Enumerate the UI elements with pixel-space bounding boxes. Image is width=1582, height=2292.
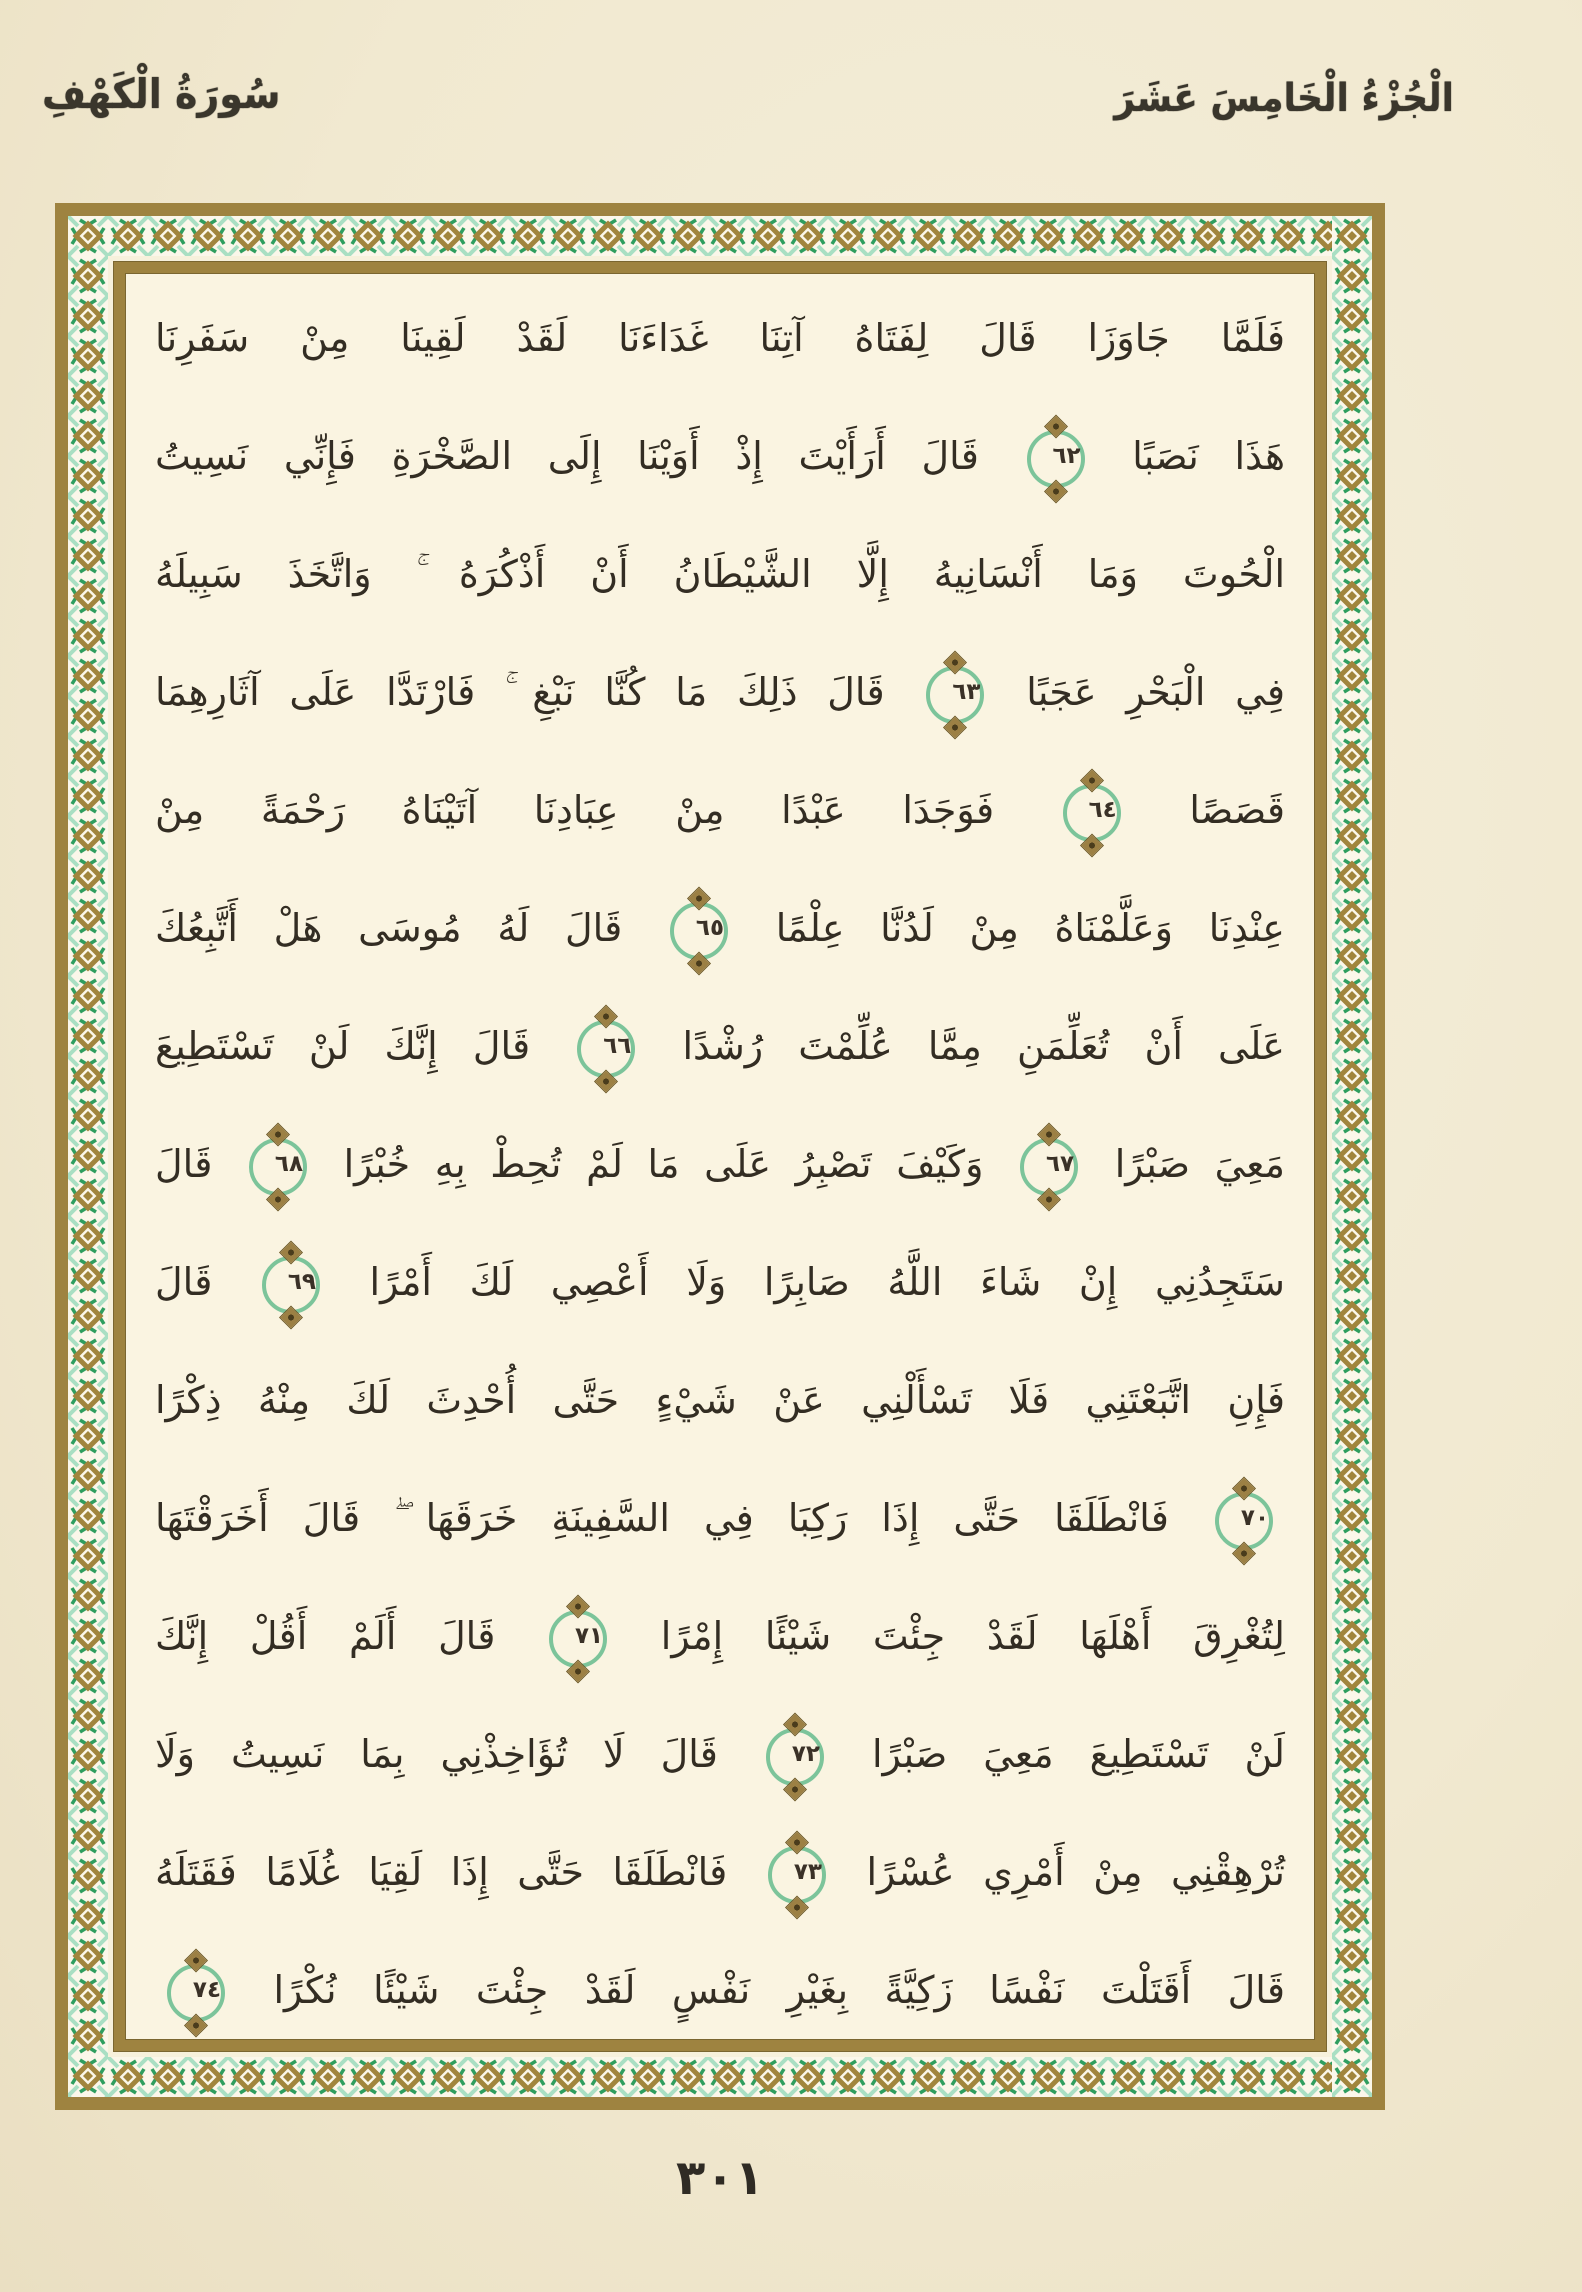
ayah-text: تُرْهِقْنِي مِنْ أَمْرِي عُسْرًا (866, 1850, 1285, 1894)
quran-text (155, 279, 1285, 2034)
quran-line (155, 1695, 1285, 1813)
ayah-text: فَوَجَدَا عَبْدًا مِنْ عِبَادِنَا آتَيْنَاهُ رَحْمَةً مِنْ (155, 788, 995, 832)
ayah-marker (1020, 1138, 1078, 1196)
ayah-text: قَالَ ذَلِكَ مَا كُنَّا نَبْغِ ۚ فَارْتَدَّا عَلَى آثَارِهِمَا (155, 670, 885, 714)
page-number: ٣٠١ (676, 2150, 764, 2206)
ayah-marker (577, 1020, 635, 1078)
ayah-marker (768, 1846, 826, 1904)
border-pattern-top (68, 216, 1372, 256)
ayah-number: ٦٥ (695, 914, 724, 941)
ayah-text: قَالَ أَقَتَلْتَ نَفْسًا زَكِيَّةً بِغَيْرِ نَفْسٍ لَقَدْ جِئْتَ شَيْئًا نُكْرًا (273, 1968, 1285, 2012)
ayah-marker (249, 1138, 307, 1196)
ayah-marker (262, 1256, 320, 1314)
ayah-number: ٧١ (575, 1622, 604, 1649)
ayah-marker (1063, 784, 1121, 842)
border-pattern-bottom (68, 2057, 1372, 2097)
ayah-marker (670, 902, 728, 960)
quran-line (155, 1813, 1285, 1931)
quran-line (155, 1105, 1285, 1223)
ayah-text: سَتَجِدُنِي إِنْ شَاءَ اللَّهُ صَابِرًا وَلَا أَعْصِي لَكَ أَمْرًا (369, 1260, 1285, 1304)
ayah-text: قَالَ أَرَأَيْتَ إِذْ أَوَيْنَا إِلَى الصَّخْرَةِ فَإِنِّي نَسِيتُ (155, 434, 979, 478)
ayah-text: قَالَ (155, 1142, 213, 1186)
ayah-text: هَذَا نَصَبًا (1132, 434, 1285, 478)
ayah-number: ٦٩ (287, 1268, 316, 1295)
ayah-text: الْحُوتَ وَمَا أَنْسَانِيهُ إِلَّا الشَّيْطَانُ أَنْ أَذْكُرَهُ ۚ وَاتَّخَذَ سَبِيلَهُ (155, 552, 1285, 596)
surah-title: سُورَةُ الْكَهْفِ (42, 70, 281, 118)
ayah-number: ٦٦ (603, 1032, 632, 1059)
quran-line (155, 633, 1285, 751)
quran-line (155, 1931, 1285, 2049)
ayah-number: ٦٨ (274, 1150, 303, 1177)
ayah-marker (766, 1728, 824, 1786)
border-pattern-left (68, 216, 108, 2097)
ayah-text: مَعِيَ صَبْرًا (1114, 1142, 1285, 1186)
quran-line (155, 751, 1285, 869)
ayah-marker (926, 666, 984, 724)
ayah-marker (1027, 430, 1085, 488)
ayah-number: ٦٢ (1052, 442, 1081, 469)
ayah-text: لَنْ تَسْتَطِيعَ مَعِيَ صَبْرًا (871, 1732, 1285, 1776)
ayah-text: قَصَصًا (1189, 788, 1285, 832)
ayah-text: فِي الْبَحْرِ عَجَبًا (1026, 670, 1285, 714)
ayah-text: وَكَيْفَ تَصْبِرُ عَلَى مَا لَمْ تُحِطْ بِهِ خُبْرًا (343, 1142, 984, 1186)
quran-line (155, 1341, 1285, 1459)
border-pattern-right (1332, 216, 1372, 2097)
ayah-text: قَالَ أَلَمْ أَقُلْ إِنَّكَ (155, 1614, 496, 1658)
ayah-text: فَإِنِ اتَّبَعْتَنِي فَلَا تَسْأَلْنِي عَنْ شَيْءٍ حَتَّى أُحْدِثَ لَكَ مِنْهُ ذِكْرًا (155, 1378, 1285, 1422)
pattern-band (68, 216, 1372, 2097)
ayah-text: فَلَمَّا جَاوَزَا قَالَ لِفَتَاهُ آتِنَا غَدَاءَنَا لَقَدْ لَقِينَا مِنْ سَفَرِنَا (155, 316, 1285, 360)
ayah-text: فَانْطَلَقَا حَتَّى إِذَا رَكِبَا فِي السَّفِينَةِ خَرَقَهَا ۖ قَالَ أَخَرَقْتَهَا (155, 1496, 1169, 1540)
ayah-number: ٦٤ (1088, 796, 1117, 823)
ayah-marker (1215, 1492, 1273, 1550)
quran-line (155, 279, 1285, 397)
quran-line (155, 1459, 1285, 1577)
ayah-text: قَالَ لَا تُؤَاخِذْنِي بِمَا نَسِيتُ وَلَا (155, 1732, 718, 1776)
ayah-marker (167, 1964, 225, 2022)
text-panel (114, 262, 1326, 2051)
ayah-marker (549, 1610, 607, 1668)
quran-line (155, 1223, 1285, 1341)
ayah-number: ٧٤ (192, 1976, 221, 2003)
ayah-number: ٧٠ (1240, 1504, 1269, 1531)
ayah-text: لِتُغْرِقَ أَهْلَهَا لَقَدْ جِئْتَ شَيْئًا إِمْرًا (660, 1614, 1285, 1658)
ayah-text: قَالَ إِنَّكَ لَنْ تَسْتَطِيعَ (155, 1024, 531, 1068)
ayah-number: ٦٧ (1046, 1150, 1075, 1177)
ayah-text: عَلَى أَنْ تُعَلِّمَنِ مِمَّا عُلِّمْتَ رُشْدًا (682, 1024, 1285, 1068)
ayah-text: عِنْدِنَا وَعَلَّمْنَاهُ مِنْ لَدُنَّا عِلْمًا (775, 906, 1285, 950)
quran-line (155, 397, 1285, 515)
juz-title: الْجُزْءُ الْخَامِسَ عَشَرَ (1114, 76, 1454, 121)
ayah-number: ٦٣ (952, 678, 981, 705)
quran-line (155, 515, 1285, 633)
ayah-text: قَالَ لَهُ مُوسَى هَلْ أَتَّبِعُكَ (155, 906, 623, 950)
ayah-text: فَانْطَلَقَا حَتَّى إِذَا لَقِيَا غُلَامًا فَقَتَلَهُ (155, 1850, 728, 1894)
ornamental-frame (55, 203, 1385, 2110)
quran-line (155, 869, 1285, 987)
ayah-text: قَالَ (155, 1260, 213, 1304)
quran-line (155, 1577, 1285, 1695)
quran-line (155, 987, 1285, 1105)
ayah-number: ٧٢ (791, 1740, 820, 1767)
ayah-number: ٧٣ (793, 1858, 822, 1885)
